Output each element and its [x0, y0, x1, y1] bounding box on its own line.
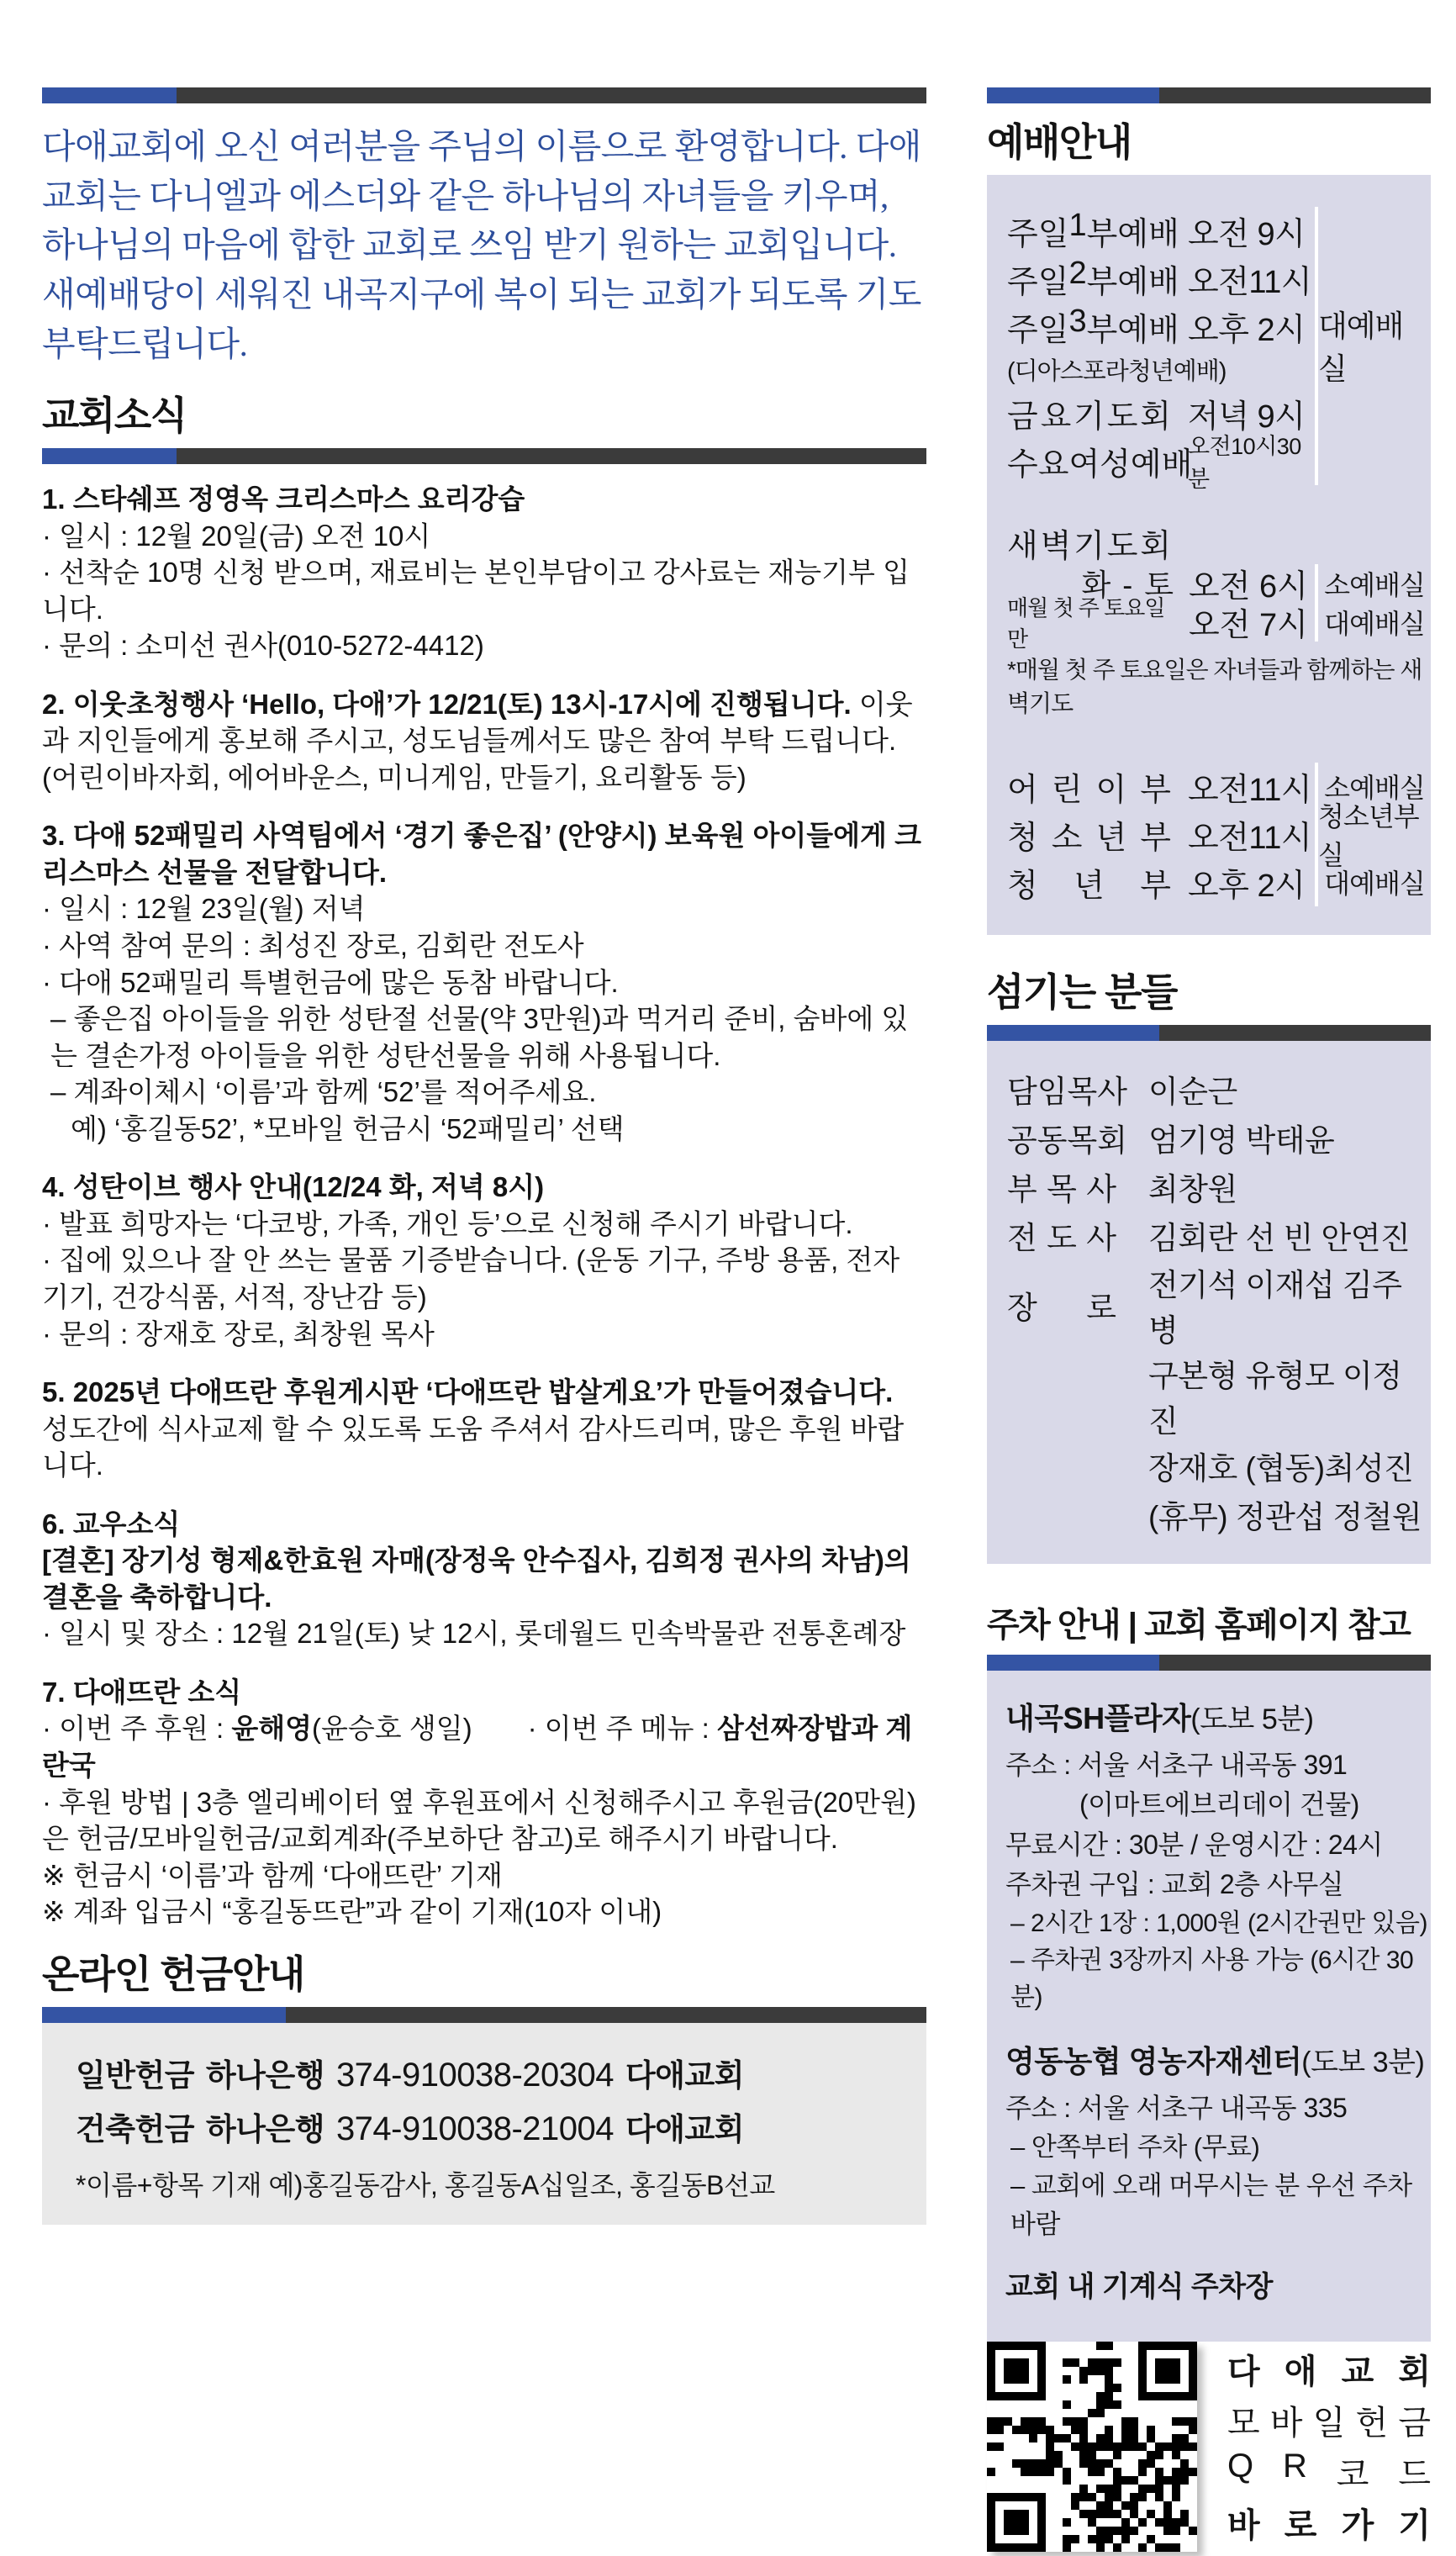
divider-accent-segment [42, 87, 177, 103]
serving-row [1007, 1441, 1431, 1490]
section-divider-bar [42, 448, 926, 464]
walk-time: (도보 5분) [1190, 1703, 1314, 1735]
worship-row [1007, 255, 1315, 303]
service-room: 대예배실 [1315, 858, 1431, 906]
news-item-line: – 좋은집 아이들을 위한 성탄절 선물(약 3만원)과 먹거리 준비, 숨바에 있는 결손가정 아이들을 위한 성탄선물을 위해 사용됩니다. [50, 1003, 909, 1071]
service-name: 금 요 기 도 회 [1007, 399, 1171, 435]
service-time: 오전11시 [1188, 772, 1312, 808]
news-item-text: (윤승호 생일) [312, 1713, 472, 1745]
serving-role: 공 동 목 회 [1007, 1122, 1127, 1158]
divider-dark-segment [1159, 1655, 1431, 1671]
online-giving-section [42, 1952, 926, 2292]
service-name: 어 린 이 부 [1007, 772, 1171, 808]
qr-caption-line: 다 애 교 회 [1227, 2353, 1431, 2391]
right-column [987, 87, 1431, 2545]
service-time: 오전11시 [1188, 820, 1312, 856]
news-item-1 [42, 481, 926, 664]
serving-role: 장 로 [1007, 1290, 1116, 1325]
qr-caption [1227, 2342, 1431, 2547]
divider-accent-segment [987, 1025, 1159, 1041]
lot-name: 영동농협 영농자재센터 [1005, 2043, 1302, 2078]
serving-names: 구본형 유형모 이정진 [1148, 1358, 1402, 1439]
service-name: 주 일 2 부 예 배 [1007, 255, 1179, 300]
service-room: 대예배실 [1315, 603, 1431, 642]
service-room: 소예배실 [1315, 564, 1431, 603]
youth-group [1007, 763, 1431, 906]
parking-lot-title [1005, 2039, 1431, 2083]
giving-accounts-box [42, 2023, 926, 2225]
service-name: 화 - 토 [1081, 568, 1175, 603]
news-item-paragraph [42, 686, 926, 796]
serving-names: 이순근 [1148, 1074, 1237, 1109]
parking-line: 무료시간 : 30분 / 운영시간 : 24시 [1005, 1829, 1383, 1860]
parking-line: 주소 : 서울 서초구 내곡동 391 [1005, 1750, 1348, 1781]
parking-info-box [987, 1671, 1431, 2342]
row-left [1007, 858, 1315, 906]
news-item-2 [42, 686, 926, 796]
news-item-line: · 문의 : 소미선 권사(010-5272-4412) [42, 630, 484, 662]
row-left [1007, 594, 1315, 652]
sponsor-name: 윤해영 [231, 1713, 313, 1745]
worship-main-rows [1007, 207, 1315, 493]
news-item-4 [42, 1169, 926, 1352]
news-item-line: ※ 계좌 입금시 “홍길동뜨란”과 같이 기재(10자 이내) [42, 1896, 662, 1928]
qr-code-image [987, 2342, 1197, 2552]
dawn-prayer-note: *매월 첫 주 토요일은 자녀들과 함께하는 새벽기도 [1007, 656, 1422, 716]
parking-heading: 주차 안내 | 교회 홈페이지 참고 [987, 1606, 1411, 1644]
news-item-title: 1. 스타쉐프 정영옥 크리스마스 요리강습 [42, 483, 525, 515]
news-item-line: [결혼] 장기성 형제&한효원 자매(장정욱 안수집사, 김희정 권사의 차남)의 결혼을 축하합니다. [42, 1545, 911, 1613]
parking-line: – 주차권 3장까지 사용 가능 (6시간 30분) [1010, 1946, 1414, 2012]
divider-accent-segment [987, 87, 1159, 103]
serving-names: (휴무) 정관섭 정철원 [1148, 1499, 1422, 1534]
church-news-list [42, 481, 926, 1952]
parking-line: – 안쪽부터 주차 (무료) [1010, 2132, 1260, 2163]
section-divider-bar [987, 87, 1431, 103]
service-name: 수 요 여 성 예 배 [1007, 446, 1193, 483]
church-news-heading: 교회소식 [42, 393, 187, 438]
left-column [42, 87, 926, 2200]
row-left [1007, 811, 1315, 858]
news-item-line: · 일시 및 장소 : 12월 21일(토) 낮 12시, 롯데월드 민속박물관 전통혼례장 [42, 1618, 906, 1650]
serving-row [1007, 1350, 1431, 1441]
service-name: 청 년 부 [1007, 868, 1171, 904]
service-time: 오전 7시 [1189, 608, 1308, 644]
parking-line: 주차권 구입 : 교회 2층 사무실 [1005, 1869, 1344, 1900]
service-subtitle: (디아스포라청년예배) [1007, 358, 1227, 386]
news-item-line: · 발표 희망자는 ‘다코방, 가족, 개인 등’으로 신청해 주시기 바랍니다. [42, 1207, 853, 1239]
news-item-line: ※ 헌금시 ‘이름’과 함께 ‘다애뜨란’ 기재 [42, 1859, 503, 1891]
parking-lot-title: 교회 내 기계식 주차장 [1005, 2271, 1273, 2303]
serving-names: 최창원 [1148, 1171, 1237, 1207]
service-name: 주 일 3 부 예 배 [1007, 303, 1179, 348]
service-name: 매월 첫 주 토요일만 [1007, 594, 1165, 652]
section-divider-bar [42, 2007, 926, 2023]
news-item-line: · 일시 : 12월 23일(월) 저녁 [42, 893, 366, 925]
bank-name: 하나은행 [205, 2111, 324, 2147]
news-item-title: 4. 성탄이브 행사 안내(12/24 화, 저녁 8시) [42, 1171, 545, 1203]
worship-heading: 예배안내 [987, 120, 1132, 164]
worship-row [1007, 858, 1431, 906]
worship-row [1007, 207, 1315, 255]
divider-accent-segment [42, 448, 177, 464]
news-item-line: · 선착순 10명 신청 받으며, 재료비는 본인부담이고 강사료는 재능기부 입니다. [42, 557, 910, 625]
worship-main-group [1007, 207, 1431, 493]
service-name: 청 소 년 부 [1007, 820, 1171, 856]
walk-time: (도보 3분) [1301, 2046, 1425, 2078]
serving-row [1007, 1211, 1431, 1260]
service-time: 오후 2시 [1188, 312, 1306, 348]
account-holder: 다애교회 [625, 2111, 744, 2147]
news-item-title: 6. 교우소식 [42, 1508, 181, 1539]
service-time: 오후 2시 [1188, 868, 1306, 904]
news-item-6 [42, 1506, 926, 1652]
news-item-text: 성도간에 식사교제 할 수 있도록 도움 주셔서 감사드리며, 많은 후원 바랍니다. [42, 1413, 905, 1481]
service-time: 오전 6시 [1189, 569, 1308, 605]
worship-row [1007, 594, 1431, 652]
news-item-line: · 집에 있으나 잘 안 쓰는 물품 기증받습니다. (운동 기구, 주방 용품, 전자 기기, 건강식품, 서적, 장난감 등) [42, 1244, 900, 1312]
service-time: 오전10시30분 [1188, 434, 1301, 493]
parking-line: – 2시간 1장 : 1,000원 (2시간권만 있음) [1010, 1909, 1427, 1937]
serving-row [1007, 1162, 1431, 1211]
section-divider-bar [987, 1655, 1431, 1671]
giving-note: *이름+항목 기재 예)홍길동감사, 홍길동A십일조, 홍길동B선교 [76, 2169, 775, 2200]
serving-names: 전기석 이재섭 김주병 [1148, 1267, 1402, 1348]
serving-heading: 섬기는 분들 [987, 969, 1177, 1014]
qr-section [987, 2342, 1431, 2552]
dawn-prayer-group [1007, 522, 1431, 719]
worship-schedule-box [987, 175, 1431, 935]
news-item-line: – 계좌이체시 ‘이름’과 함께 ‘52’를 적어주세요. [50, 1076, 597, 1108]
service-time: 저녁 9시 [1188, 399, 1306, 435]
news-item-text: · 이번 주 후원 : [42, 1713, 232, 1745]
news-item-7 [42, 1674, 926, 1930]
news-item-text: 이웃과 지인들에게 홍보해 주시고, 성도님들께서도 많은 참여 부탁 드립니다. (어린이바자회, 에어바운스, 미니게임, 만들기, 요리활동 등) [42, 688, 913, 793]
worship-room-label: 대예배실 [1315, 207, 1431, 485]
serving-row [1007, 1260, 1431, 1350]
news-item-line: 예) ‘홍길동52’, *모바일 헌금시 ‘52패밀리’ 선택 [71, 1112, 625, 1144]
news-item-3 [42, 817, 926, 1147]
serving-names: 김회란 선 빈 안연진 [1148, 1220, 1411, 1255]
divider-dark-segment [286, 2007, 926, 2023]
divider-dark-segment [1159, 1025, 1431, 1041]
row-left [1007, 763, 1315, 811]
menu-name: 삼선짜장밥과 계란국 [42, 1713, 913, 1781]
service-name: 주 일 1 부 예 배 [1007, 207, 1179, 252]
divider-accent-segment [987, 1655, 1159, 1671]
serving-row [1007, 1490, 1431, 1539]
account-holder: 다애교회 [625, 2057, 744, 2093]
serving-row [1007, 1064, 1431, 1113]
parking-line: (이마트에브리데이 건물) [1079, 1789, 1359, 1820]
news-item-title: 7. 다애뜨란 소식 [42, 1676, 242, 1708]
divider-dark-segment [177, 87, 926, 103]
account-number: 374-910038-20304 [335, 2056, 615, 2094]
lot-name: 내곡SH플라자 [1005, 1700, 1191, 1735]
news-item-line [42, 1710, 926, 1783]
giving-type: 건축헌금 [76, 2111, 194, 2147]
qr-caption-line: 모 바 일 헌 금 [1227, 2405, 1431, 2442]
giving-type: 일반헌금 [76, 2057, 194, 2093]
news-item-text: · 이번 주 메뉴 : [527, 1713, 717, 1745]
news-item-title: 5. 2025년 다애뜨란 후원게시판 ‘다애뜨란 밥살게요’가 만들어졌습니다. [42, 1376, 894, 1408]
serving-names: 엄기영 박태윤 [1148, 1122, 1335, 1158]
divider-dark-segment [177, 448, 926, 464]
online-giving-heading: 온라인 헌금안내 [42, 1951, 304, 1996]
serving-row [1007, 1113, 1431, 1162]
news-item-5 [42, 1374, 926, 1484]
dawn-prayer-title: 새 벽 기 도 회 [1007, 529, 1171, 565]
news-item-line: · 후원 방법 | 3층 엘리베이터 옆 후원표에서 신청해주시고 후원금(20만원)은 헌금/모바일헌금/교회계좌(주보하단 참고)로 해주시기 바랍니다. [42, 1786, 916, 1855]
serving-role: 담 임 목 사 [1007, 1074, 1127, 1109]
news-item-line: · 문의 : 장재호 장로, 최창원 목사 [42, 1318, 435, 1349]
qr-caption-line: 바 로 가 기 [1227, 2507, 1431, 2545]
news-item-line: · 다애 52패밀리 특별헌금에 많은 동참 바랍니다. [42, 966, 619, 998]
giving-account-row [76, 2048, 893, 2102]
news-item-line: · 사역 참여 문의 : 최성진 장로, 김회란 전도사 [42, 930, 584, 962]
section-divider-bar [42, 87, 926, 103]
section-divider-bar [987, 1025, 1431, 1041]
welcome-paragraph: 다애교회에 오신 여러분을 주님의 이름으로 환영합니다. 다애교회는 다니엘과 에스더와 같은 하나님의 자녀들을 키우며, 하나님의 마음에 합한 교회로 쓰임 받기 원하는 교회입니다. 새예배당이 세워진 내곡지구에 복이 되는 교회가 되도록 기도 부탁드립니다. [42, 127, 921, 363]
bank-name: 하나은행 [205, 2057, 324, 2093]
worship-row [1007, 801, 1431, 871]
service-room: 소예배실 [1315, 763, 1431, 811]
worship-row [1007, 303, 1315, 351]
worship-row [1007, 434, 1315, 493]
parking-line: 주소 : 서울 서초구 내곡동 335 [1005, 2093, 1348, 2124]
service-time: 오전11시 [1188, 264, 1312, 300]
giving-account-row [76, 2102, 893, 2156]
divider-dark-segment [1159, 87, 1431, 103]
serving-role: 전 도 사 [1007, 1220, 1116, 1255]
divider-accent-segment [42, 2007, 286, 2023]
serving-names: 장재호 (협동)최성진 [1148, 1450, 1414, 1486]
account-number: 374-910038-21004 [335, 2110, 615, 2147]
service-time: 오전 9시 [1188, 216, 1306, 252]
serving-people-box [987, 1041, 1431, 1564]
news-item-title: 2. 이웃초청행사 ‘Hello, 다애’가 12/21(토) 13시-17시에 진행됩니다. [42, 688, 852, 720]
qr-caption-line: Q R 코 드 [1227, 2448, 1431, 2494]
news-item-title: 3. 다애 52패밀리 사역팀에서 ‘경기 좋은집’ (안양시) 보육원 아이들에게 크리스마스 선물을 전달합니다. [42, 820, 921, 888]
service-room: 청소년부실 [1315, 811, 1431, 858]
parking-line: – 교회에 오래 머무시는 분 우선 주차 바람 [1010, 2171, 1412, 2240]
serving-role: 부 목 사 [1007, 1171, 1116, 1207]
parking-lot-title [1005, 1696, 1431, 1740]
news-item-line: · 일시 : 12월 20일(금) 오전 10시 [42, 520, 431, 552]
news-item-paragraph [42, 1374, 926, 1484]
